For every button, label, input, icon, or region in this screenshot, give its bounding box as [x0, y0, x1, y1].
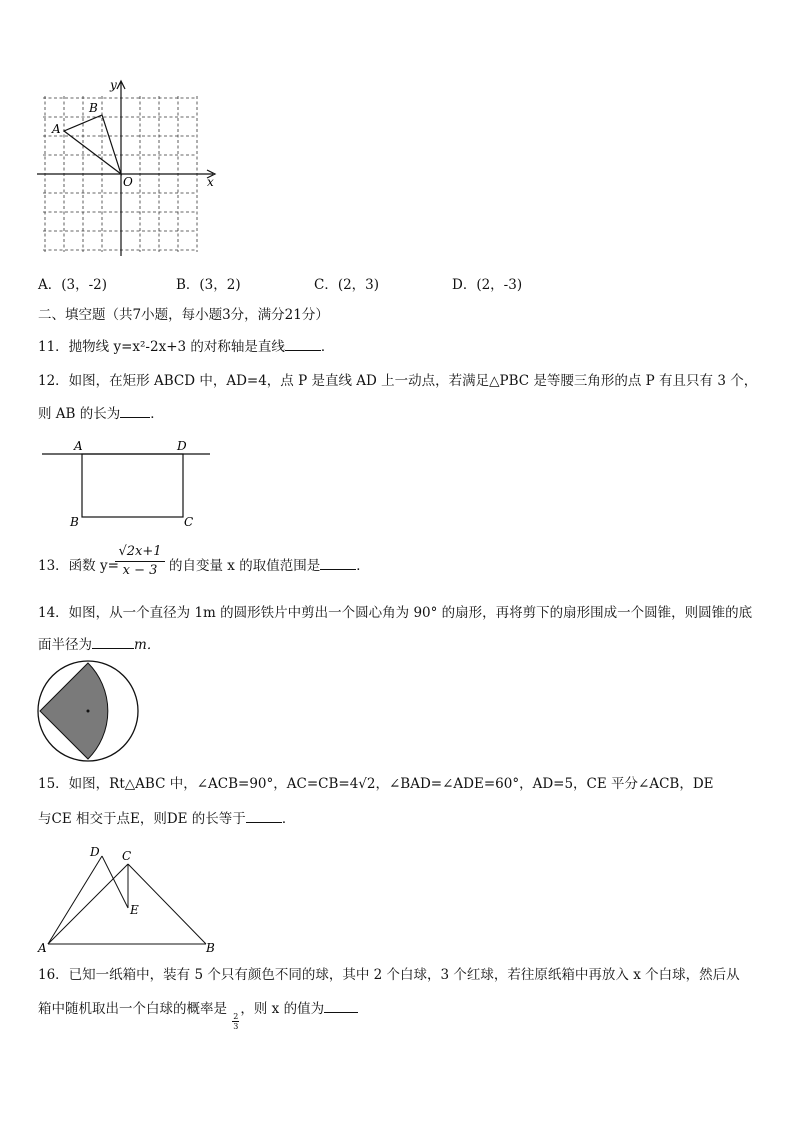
x-axis-label: x — [207, 175, 214, 189]
q15-end: ． — [281, 811, 296, 827]
q16-line2-text: 箱中随机取出一个白球的概率是 — [38, 1001, 227, 1017]
q13-fraction-bar — [115, 561, 165, 562]
question-16-line2 — [38, 1000, 358, 1031]
circle-sector-figure — [36, 658, 142, 764]
question-15-line1: 15．如图，Rt△ABC 中，∠ACB=90°，AC=CB=4√2，∠BAD=∠ADE=60°，AD=5，CE 平分∠ACB，DE — [38, 776, 714, 792]
question-11 — [38, 338, 334, 356]
q13-fraction — [113, 544, 167, 579]
tri-label-b: B — [206, 941, 215, 955]
q12-line2-text: 则 AB 的长为 — [38, 406, 121, 422]
rect-label-b: B — [70, 515, 79, 529]
q11-text: 11．抛物线 y=x²-2x+3 的对称轴是直线 — [38, 339, 285, 355]
q16-frac-num: 2 — [233, 1012, 239, 1021]
q16-frac-den: 3 — [233, 1022, 239, 1031]
tri-label-d: D — [90, 845, 100, 859]
q16-answer-blank — [324, 1000, 358, 1013]
question-15-line2 — [38, 810, 295, 828]
point-a-label: A — [52, 122, 61, 136]
section-header: 二、填空题（共7小题，每小题3分，满分21分） — [38, 307, 329, 323]
q13-suffix-text: 的自变量 x 的取值范围是 — [169, 558, 321, 574]
q14-line2-text: 面半径为 — [38, 637, 92, 653]
q12-end: ． — [150, 406, 164, 422]
tri-label-a: A — [38, 941, 47, 955]
point-b-label: B — [89, 101, 98, 115]
q14-unit: m． — [134, 637, 161, 653]
question-14-line1: 14．如图，从一个直径为 1m 的圆形铁片中剪出一个圆心角为 90° 的扇形，再将剪下的扇形围成一个圆锥，则圆锥的底 — [38, 605, 753, 621]
option-d: D．(2，-3) — [452, 277, 523, 293]
q13-answer-blank — [320, 557, 356, 570]
rect-label-c: C — [184, 515, 194, 529]
q13-end: ． — [356, 558, 370, 574]
question-12-line2 — [38, 405, 164, 423]
question-12-line1: 12．如图，在矩形 ABCD 中，AD=4，点 P 是直线 AD 上一动点，若满足△PBC 是等腰三角形的点 P 有且只有 3 个， — [38, 373, 758, 389]
rectangle-figure — [38, 436, 213, 532]
q13-numerator: √2x+1 — [118, 544, 162, 559]
q15-answer-blank — [246, 810, 282, 823]
option-b: B．(3，2) — [176, 277, 241, 293]
question-13-suffix — [169, 557, 370, 575]
q15-line2-text: 与CE 相交于点E，则DE 的长等于 — [38, 811, 246, 827]
tri-label-e: E — [130, 903, 139, 917]
rect-label-d: D — [177, 439, 187, 453]
option-a: A．(3，-2) — [38, 277, 108, 293]
q12-answer-blank — [120, 405, 150, 418]
q16-line2b: ，则 x 的值为 — [240, 1001, 325, 1017]
origin-label: O — [123, 175, 133, 189]
q11-answer-blank — [285, 338, 321, 351]
tri-label-c: C — [122, 849, 132, 863]
option-c: C．(2，3) — [314, 277, 380, 293]
q11-end: ． — [320, 339, 335, 355]
q13-denominator: x − 3 — [122, 563, 158, 578]
q16-fraction — [232, 1012, 239, 1031]
y-axis-label: y — [110, 78, 117, 92]
q13-prefix: 13．函数 y= — [38, 558, 119, 574]
coordinate-grid-figure — [35, 76, 220, 258]
q14-answer-blank — [92, 636, 134, 649]
question-16-line1: 16．已知一纸箱中，装有 5 个只有颜色不同的球，其中 2 个白球，3 个红球，若往原纸箱中再放入 x 个白球，然后从 — [38, 967, 740, 983]
triangle-figure — [36, 842, 226, 958]
question-14-line2 — [38, 636, 160, 654]
rect-label-a: A — [74, 439, 83, 453]
